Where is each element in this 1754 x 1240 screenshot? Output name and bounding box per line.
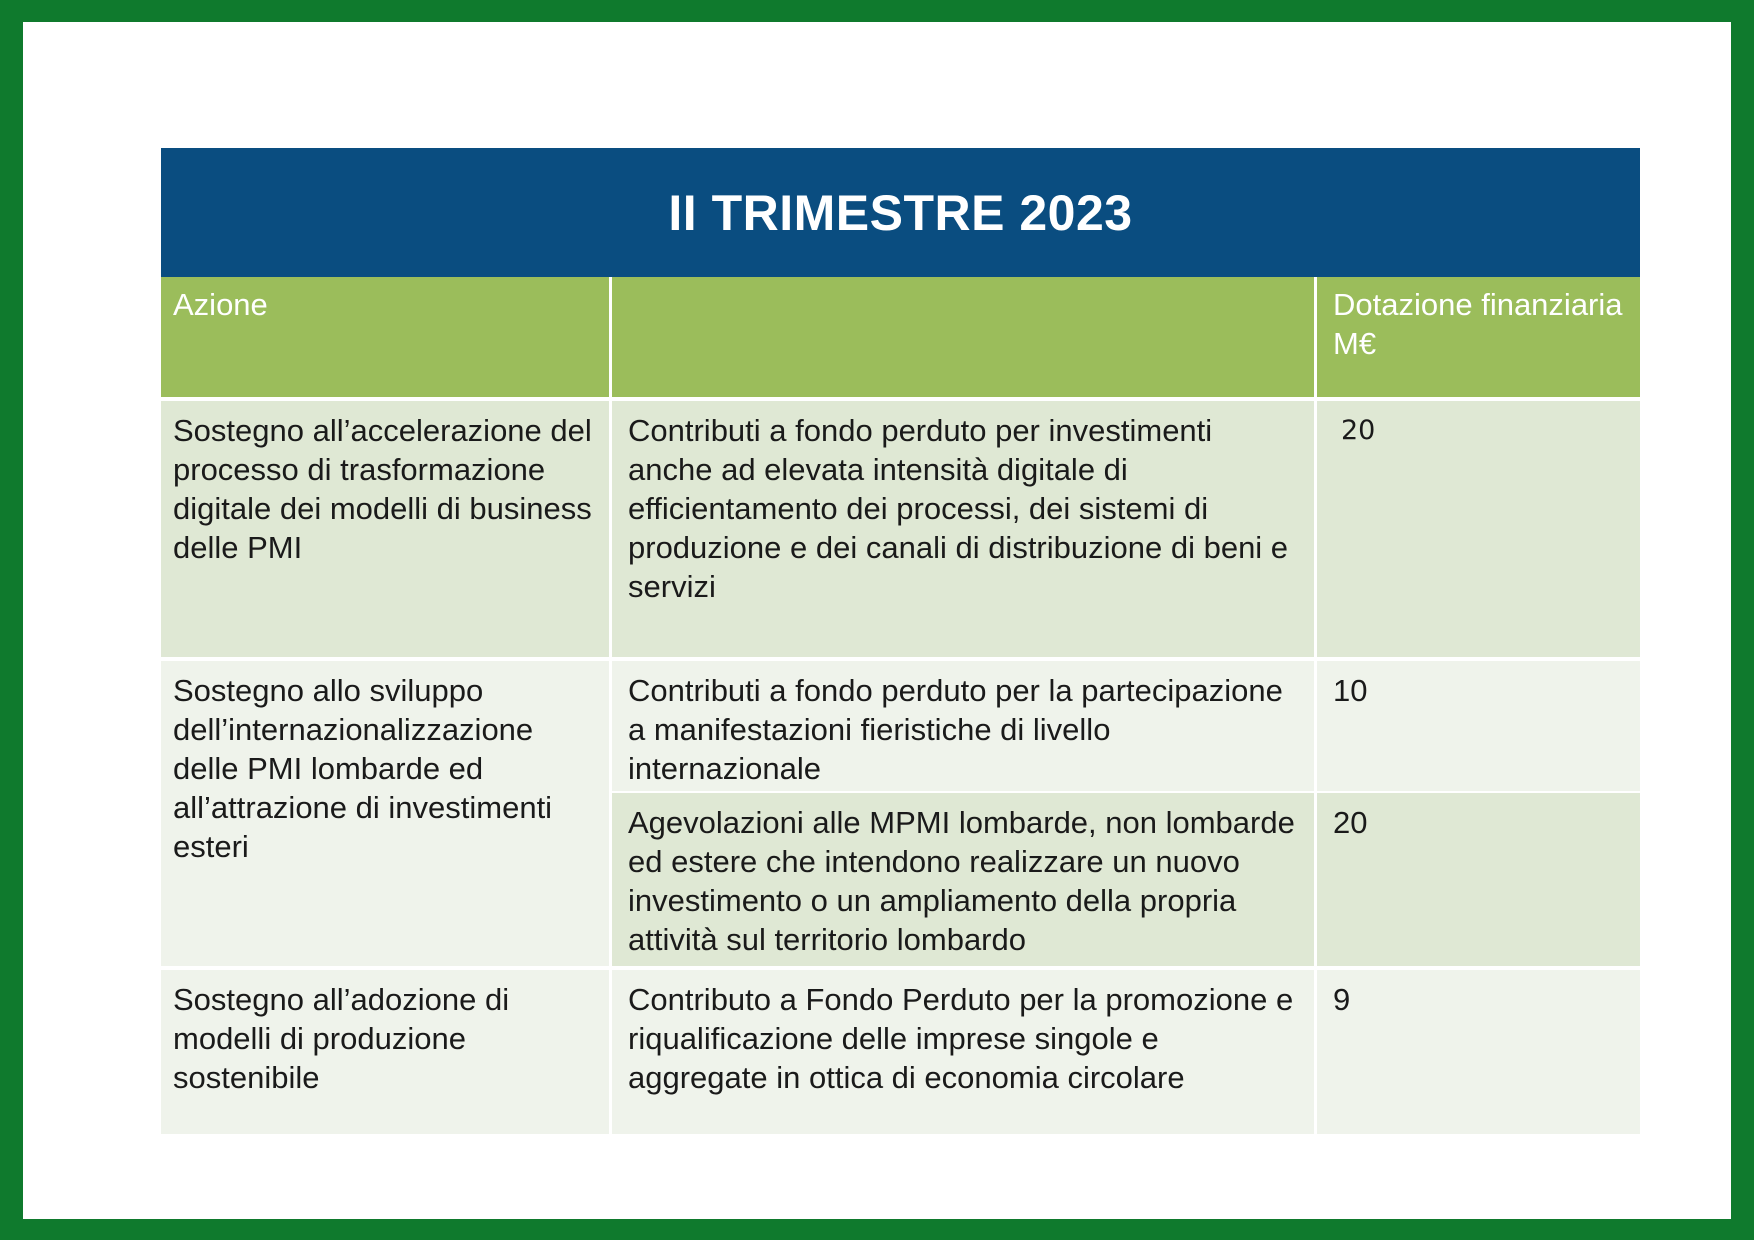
table-row-2a-descrizione: Contributi a fondo perduto per la partecipazione a manifestazioni fieristiche di livello internazionale — [612, 657, 1317, 791]
table-row-3-descrizione: Contributo a Fondo Perduto per la promozione e riqualificazione delle imprese singole e aggregate in ottica di economia circolare — [612, 966, 1317, 1134]
table-row-1-descrizione: Contributi a fondo perduto per investimenti anche ad elevata intensità digitale di efficientamento dei processi, dei sistemi di produzione e dei canali di distribuzione di beni e servizi — [612, 397, 1317, 657]
table-row-2b-dotazione: 20 — [1317, 791, 1640, 966]
table-row-2-azione: Sostegno allo sviluppo dell’internazionalizzazione delle PMI lombarde ed all’attrazione di investimenti esteri — [161, 657, 612, 966]
table-row-2a-dotazione: 10 — [1317, 657, 1640, 791]
table-grid — [161, 277, 1640, 1134]
table-row-3-dotazione: 9 — [1317, 966, 1640, 1134]
header-descrizione — [612, 277, 1317, 397]
header-azione: Azione — [161, 277, 612, 397]
table-row-1-dotazione: 20 — [1317, 397, 1640, 657]
table-row-2b-descrizione: Agevolazioni alle MPMI lombarde, non lombarde ed estere che intendono realizzare un nuovo investimento o un ampliamento della propria attività sul territorio lombardo — [612, 791, 1317, 966]
header-dotazione: Dotazione finanziaria M€ — [1317, 277, 1640, 397]
table-row-3-azione: Sostegno all’adozione di modelli di produzione sostenibile — [161, 966, 612, 1134]
table-row-1-azione: Sostegno all’accelerazione del processo di trasformazione digitale dei modelli di business delle PMI — [161, 397, 612, 657]
funding-table — [161, 148, 1640, 1134]
table-title: II TRIMESTRE 2023 — [161, 148, 1640, 277]
